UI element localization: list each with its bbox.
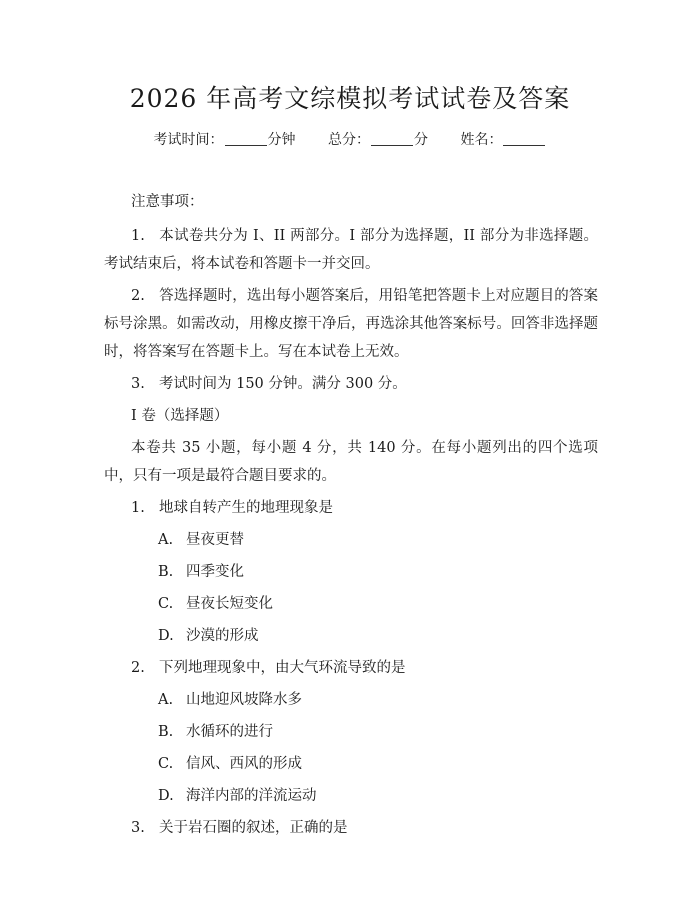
option-text: 昼夜长短变化 [186, 596, 273, 612]
option-label: A. [158, 532, 174, 548]
option-label: B. [158, 724, 174, 740]
exam-content [104, 188, 598, 846]
question-text: 地球自转产生的地理现象是 [159, 500, 333, 516]
option-text: 四季变化 [186, 564, 244, 580]
option-label: C. [158, 596, 174, 612]
option-text: 信风、西风的形成 [186, 756, 302, 772]
score-label: 总分： [328, 132, 370, 148]
notice-item [104, 370, 598, 398]
option-item [104, 558, 598, 586]
name-blank[interactable] [503, 129, 545, 146]
section-intro: 本卷共 35 小题，每小题 4 分，共 140 分。在每小题列出的四个选项中，只有一项是最符合题目要求的。 [104, 440, 598, 484]
option-item [104, 686, 598, 714]
name-label: 姓名： [460, 132, 503, 148]
option-label: D. [158, 628, 174, 644]
name-field [460, 128, 546, 152]
question-number: 1. [131, 500, 145, 516]
question-text: 下列地理现象中，由大气环流导致的是 [159, 660, 406, 676]
option-label: B. [158, 564, 174, 580]
option-item [104, 526, 598, 554]
notice-text: 考试时间为 150 分钟。满分 300 分。 [159, 376, 407, 392]
notice-heading: 注意事项： [131, 194, 204, 210]
option-text: 海洋内部的洋流运动 [186, 788, 317, 804]
notice-number: 1. [131, 228, 145, 244]
question-number: 2. [131, 660, 145, 676]
question-stem [104, 654, 598, 682]
option-item [104, 782, 598, 810]
question-number: 3. [131, 820, 145, 836]
option-label: A. [158, 692, 174, 708]
notice-item [104, 282, 598, 366]
time-unit: 分钟 [267, 132, 296, 148]
page-title: 2026 年高考文综模拟考试试卷及答案 [129, 84, 571, 113]
notice-text: 答选择题时，选出每小题答案后，用铅笔把答题卡上对应题目的答案标号涂黑。如需改动，用橡皮擦干净后，再选涂其他答案标号。回答非选择题时，将答案写在答题卡上。写在本试卷上无效。 [104, 288, 598, 360]
score-field [328, 128, 428, 152]
score-blank[interactable] [371, 129, 413, 146]
option-label: D. [158, 788, 174, 804]
section-title: I 卷（选择题） [131, 408, 229, 424]
time-field [154, 128, 296, 152]
notice-text: 本试卷共分为 I、II 两部分。I 部分为选择题，II 部分为非选择题。考试结束后，将本试卷和答题卡一并交回。 [104, 228, 598, 272]
option-text: 水循环的进行 [186, 724, 273, 740]
option-text: 山地迎风坡降水多 [186, 692, 302, 708]
time-label: 考试时间： [153, 132, 224, 148]
notice-number: 3. [131, 376, 145, 392]
question-stem [104, 494, 598, 522]
question-text: 关于岩石圈的叙述，正确的是 [159, 820, 348, 836]
option-text: 沙漠的形成 [186, 628, 259, 644]
notice-item [104, 222, 598, 278]
time-blank[interactable] [225, 129, 267, 146]
option-item [104, 750, 598, 778]
question-stem [104, 814, 598, 842]
option-label: C. [158, 756, 174, 772]
score-unit: 分 [414, 132, 428, 148]
option-text: 昼夜更替 [186, 532, 244, 548]
option-item [104, 622, 598, 650]
option-item [104, 718, 598, 746]
option-item [104, 590, 598, 618]
notice-number: 2. [131, 288, 145, 304]
exam-meta [0, 128, 700, 152]
